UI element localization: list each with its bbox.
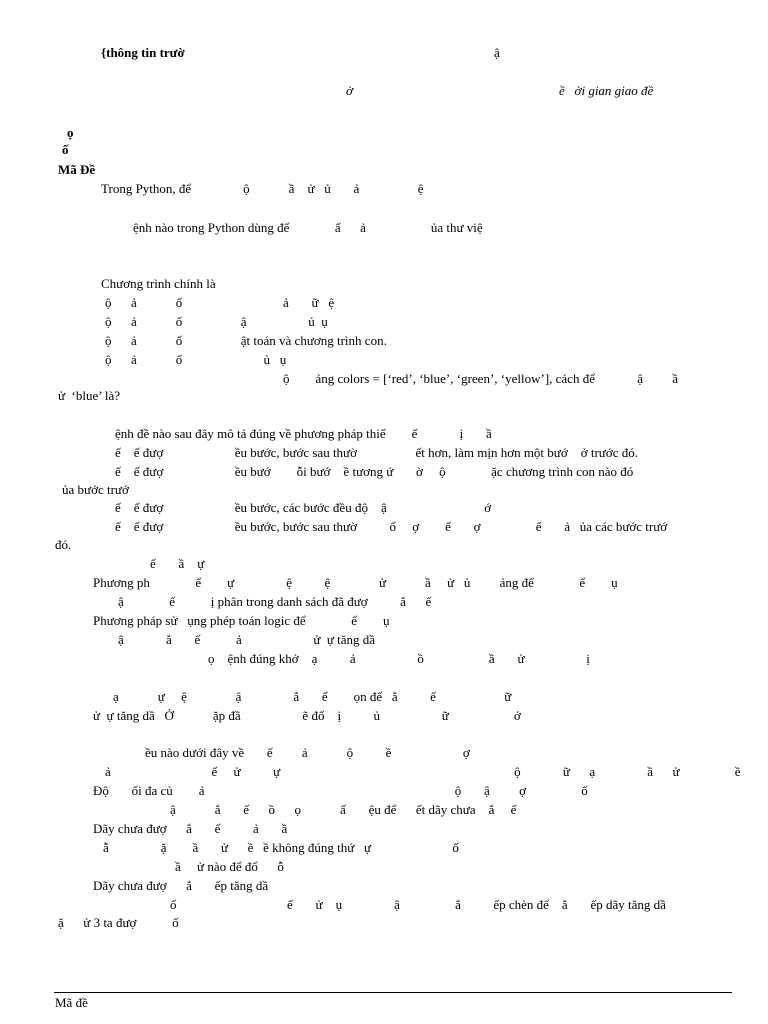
question-line: Trong Python, để ộ ầ ử ủ ả ệ: [101, 181, 424, 196]
option-line: ế ế đượ ều bước, các bước đều độ ậ ớ: [115, 500, 492, 515]
question-line: ọ ệnh đúng khở ạ ả ồ ầ ử ị: [208, 651, 590, 666]
option-line: Phương pháp sử ụng phép toán logic để ế ụ: [93, 613, 390, 628]
option-line: Phương ph ế ự ệ ệ ử ầ ử ủ ảng để ế ụ: [93, 575, 618, 590]
question-line: ố ế ử ụ ậ ắ ếp chèn để ắ ếp dãy tăng dầ: [170, 897, 666, 912]
question-line: ệnh đề nào sau đây mô tả đúng về phương pháp thiế ế ị ầ: [115, 426, 492, 441]
footer-rule: [54, 992, 732, 993]
option-line: Dãy chưa đượ ắ ế ả ầ: [93, 821, 288, 836]
option-line: đó.: [55, 537, 72, 552]
exam-code-label: Mã Đề: [58, 162, 96, 177]
option-line: ậ ắ ế ồ ọ ấ ệu để ết dãy chưa ắ ế: [170, 802, 517, 817]
question-line: ều nào dưới đây về ế ả ộ ề ợ: [145, 745, 470, 760]
option-line: ế ế đượ ều bước, bước sau thườ ố ợ ế ợ ế ả ủa các bước trướ: [115, 519, 668, 534]
footer-exam-code-label: Mã đề: [55, 995, 88, 1010]
option-line: ủa bước trướ: [62, 482, 129, 497]
time-label: ề ời gian giao đề: [559, 83, 654, 98]
option-line: ẫ ặ ầ ử ề ề không đúng thứ ự ố: [103, 840, 459, 855]
school-info: {thông tin trườ: [101, 45, 185, 60]
question-line: ạ ự ệ ậ ắ ế ọn để ắ ế ữ: [113, 689, 512, 704]
stacked-fragment-2: ố: [62, 142, 69, 157]
option-line: ậ ế ị phân trong danh sách đã đượ ắ ế: [118, 594, 432, 609]
question-line: ế ầ ự: [150, 556, 205, 571]
question-line: ả ế ử ự ộ ữ ạ ầ ử ề: [105, 764, 741, 779]
question-line: ộ ảng colors = [‘red’, ‘blue’, ‘green’, ‘yellow’], cách để ậ ầ: [283, 371, 679, 386]
option-line: ộ ả ố ủ ụ: [105, 352, 287, 367]
option-line: ộ ả ố ật toán và chương trình con.: [105, 333, 387, 348]
option-line: ộ ả ố ậ ủ ụ: [105, 314, 328, 329]
option-line: ộ ả ố ả ữ ệ: [105, 295, 335, 310]
option-line: Dãy chưa đượ ắ ếp tăng dầ: [93, 878, 269, 893]
option-line: ậ ắ ế ả ử ự tăng dầ: [118, 632, 376, 647]
option-line: ế ế đượ ều bướ ỗi bướ ề tương ứ ờ ộ ặc chương trình con nào đó: [115, 464, 634, 479]
question-line: ặ ử 3 ta đượ ố: [58, 915, 179, 930]
question-line: ử ự tăng dầ Ở ặp đầ ẽ đổ ị ủ ữ ớ: [93, 708, 521, 723]
option-line: ầ ử nào để đổ ỗ: [175, 859, 284, 874]
question-line: Chương trình chính là: [101, 276, 216, 291]
time-fragment-left: ờ: [346, 83, 353, 98]
question-line: ử ‘blue’ là?: [58, 388, 121, 403]
header-right-fragment: ậ: [494, 45, 500, 60]
option-line: Độ ối đa củ ả ộ ậ ợ ố: [93, 783, 588, 798]
option-line: ế ế đượ ều bước, bước sau thườ ết hơn, làm mịn hơn một bướ ở trước đó.: [115, 445, 638, 460]
stacked-fragment-1: ọ: [67, 125, 74, 140]
question-line: ệnh nào trong Python dùng để ấ ả ủa thư việ: [133, 220, 483, 235]
